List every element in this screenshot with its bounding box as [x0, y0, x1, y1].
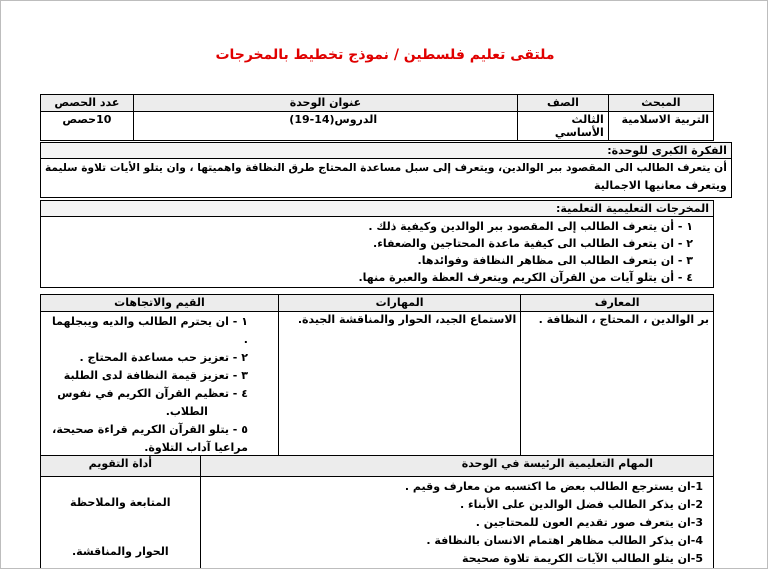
assessment-header: أداة التقويم [41, 456, 201, 477]
task-item: 1-ان يسترجع الطالب بعض ما اكتسبه من معارف وقيم . [404, 480, 703, 493]
tasks-header: المهام التعليمية الرئيسة في الوحدة [200, 456, 713, 477]
values-item: ٥ - يتلو القرآن الكريم قراءة صحيحة، [52, 423, 248, 436]
big-idea-line-2: ويتعرف معانيها الاجمالية [594, 179, 727, 192]
skills-cell: الاستماع الجيد، الحوار والمناقشة الجيدة. [278, 312, 520, 459]
outcome-item: ٤ - أن يتلو آيات من القرآن الكريم ويتعرف العظة والعبرة منها. [358, 271, 693, 284]
grade-value: الثالث الأساسي [518, 112, 609, 141]
page-title: ملتقى تعليم فلسطين / نموذج تخطيط بالمخرجات [215, 47, 555, 63]
values-item: ٣ - تعزيز قيمة النظافة لدى الطلبة [63, 369, 248, 382]
outcome-item: ٢ - ان يتعرف الطالب الى كيفية ماعدة المحتاجين والضعفاء. [373, 237, 693, 250]
periods-value: 10حصص [41, 112, 134, 141]
task-item: 3-ان يتعرف صور تقديم العون للمحتاجين . [475, 516, 703, 529]
outcomes-label: المخرجات التعليمية التعلمية: [41, 201, 714, 217]
values-item: مراعيا آداب التلاوة. [144, 441, 248, 454]
unit-info-table [40, 94, 714, 141]
task-item: 4-ان يذكر الطالب مظاهر اهتمام الانسان بالنظافة . [426, 534, 703, 547]
task-item: 2-ان يذكر الطالب فضل الوالدين على الأبناء . [459, 498, 703, 511]
subject-value: التربية الاسلامية [608, 112, 713, 141]
outcomes-table [40, 200, 714, 288]
grade-header: الصف [518, 95, 609, 112]
big-idea-label: الفكرة الكبرى للوحدة: [41, 143, 732, 159]
unit-title-value: الدروس(14-19) [133, 112, 517, 141]
knowledge-cell: بر الوالدين ، المحتاج ، النظافة . [521, 312, 714, 459]
assessment-item: المتابعة والملاحظة [70, 496, 171, 509]
tasks-table [40, 455, 714, 569]
subject-header: المبحث [608, 95, 713, 112]
task-item: 5-ان يتلو الطالب الآيات الكريمة تلاوة صحيحة [462, 552, 703, 565]
values-item: ٤ - تعظيم القرآن الكريم في نفوس [57, 387, 248, 400]
outcome-item: ١ - أن يتعرف الطالب إلى المقصود ببر الوالدين وكيفية ذلك . [368, 220, 693, 233]
values-item: الطلاب. [165, 405, 208, 418]
assessment-item: الحوار والمناقشة. [71, 545, 169, 558]
values-header: القيم والاتجاهات [41, 295, 279, 312]
big-idea-line-1: أن يتعرف الطالب الى المقصود ببر الوالدين، ويتعرف إلى سبل مساعدة المحتاج طرق النظافة واهميتها ، وان يتلو الأيات تلاوة سليمة [45, 162, 727, 174]
values-item: ٢ - تعزيز حب مساعدة المحتاج . [79, 351, 248, 364]
unit-title-header: عنوان الوحدة [133, 95, 517, 112]
outcome-item: ٣ - ان يتعرف الطالب الى مظاهر النظافة وفوائدها. [417, 254, 693, 267]
values-item: ١ - ان يحترم الطالب والديه ويبجلهما . [51, 315, 248, 346]
big-idea-table [40, 142, 732, 198]
skills-header: المهارات [278, 295, 520, 312]
kvs-table [40, 294, 714, 459]
knowledge-header: المعارف [521, 295, 714, 312]
periods-header: عدد الحصص [41, 95, 134, 112]
